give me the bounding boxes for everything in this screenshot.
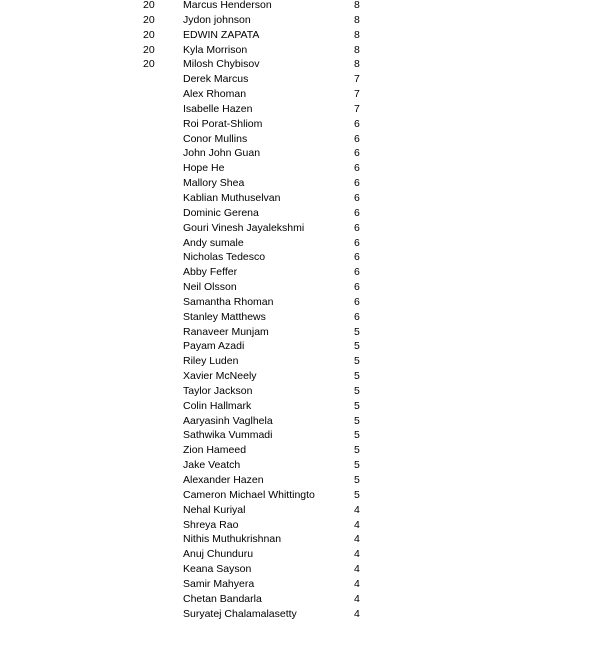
name-cell: Abby Feffer <box>183 266 238 279</box>
score-cell: 4 <box>354 503 360 516</box>
score-cell: 6 <box>354 191 360 204</box>
name-cell: Colin Hallmark <box>183 399 252 412</box>
table-row <box>0 339 600 354</box>
score-cell: 5 <box>354 325 360 338</box>
name-cell: Samir Mahyera <box>183 577 255 590</box>
score-cell: 6 <box>354 147 360 160</box>
score-cell: 5 <box>354 414 360 427</box>
score-cell: 6 <box>354 281 360 294</box>
name-cell: Kyla Morrison <box>183 43 248 56</box>
score-cell: 8 <box>354 13 360 26</box>
score-cell: 6 <box>354 221 360 234</box>
table-row <box>0 443 600 458</box>
name-cell: Dominic Gerena <box>183 206 259 219</box>
rank-cell: 20 <box>143 58 155 71</box>
score-cell: 6 <box>354 236 360 249</box>
name-cell: Marcus Henderson <box>183 0 272 11</box>
name-cell: Riley Luden <box>183 355 239 368</box>
score-cell: 4 <box>354 548 360 561</box>
table-row <box>0 57 600 72</box>
score-cell: 6 <box>354 266 360 279</box>
table-row <box>0 458 600 473</box>
table-row <box>0 325 600 340</box>
table-row <box>0 473 600 488</box>
name-cell: Mallory Shea <box>183 177 245 190</box>
table-row <box>0 562 600 577</box>
name-cell: Cameron Michael Whittingto <box>183 488 315 501</box>
score-cell: 6 <box>354 295 360 308</box>
table-row <box>0 72 600 87</box>
score-cell: 7 <box>354 102 360 115</box>
table-row <box>0 592 600 607</box>
table-row <box>0 428 600 443</box>
table-row <box>0 265 600 280</box>
score-cell: 8 <box>354 43 360 56</box>
name-cell: Taylor Jackson <box>183 384 253 397</box>
name-cell: Andy sumale <box>183 236 244 249</box>
name-cell: Suryatej Chalamalasetty <box>183 607 297 620</box>
table-row <box>0 87 600 102</box>
name-cell: Ranaveer Munjam <box>183 325 269 338</box>
table-row <box>0 161 600 176</box>
score-cell: 6 <box>354 251 360 264</box>
name-cell: Milosh Chybisov <box>183 58 260 71</box>
rank-cell: 20 <box>143 13 155 26</box>
name-cell: Xavier McNeely <box>183 370 257 383</box>
table-row <box>0 250 600 265</box>
score-cell: 6 <box>354 132 360 145</box>
name-cell: Chetan Bandarla <box>183 592 262 605</box>
score-cell: 4 <box>354 518 360 531</box>
score-cell: 5 <box>354 340 360 353</box>
table-row <box>0 310 600 325</box>
table-row <box>0 547 600 562</box>
name-cell: Stanley Matthews <box>183 310 266 323</box>
table-row <box>0 532 600 547</box>
table-row <box>0 132 600 147</box>
score-cell: 6 <box>354 310 360 323</box>
name-cell: Isabelle Hazen <box>183 102 253 115</box>
score-cell: 5 <box>354 488 360 501</box>
name-cell: Hope He <box>183 162 225 175</box>
rank-cell: 20 <box>143 43 155 56</box>
table-row <box>0 354 600 369</box>
score-cell: 5 <box>354 474 360 486</box>
name-cell: John John Guan <box>183 147 261 160</box>
name-cell: Zion Hameed <box>183 444 247 457</box>
table-row <box>0 43 600 58</box>
table-row <box>0 384 600 399</box>
name-cell: Samantha Rhoman <box>183 295 274 308</box>
table-row <box>0 236 600 251</box>
table-row <box>0 295 600 310</box>
table-row <box>0 399 600 414</box>
score-cell: 6 <box>354 162 360 175</box>
table-row <box>0 0 600 13</box>
name-cell: Sathwika Vummadi <box>183 429 273 442</box>
name-cell: Nithis Muthukrishnan <box>183 533 282 546</box>
table-row <box>0 577 600 592</box>
table-row <box>0 607 600 622</box>
name-cell: Kablian Muthuselvan <box>183 191 281 204</box>
table-row <box>0 206 600 221</box>
name-cell: Derek Marcus <box>183 73 249 86</box>
score-cell: 7 <box>354 88 360 101</box>
score-cell: 6 <box>354 177 360 190</box>
rank-cell: 20 <box>143 0 155 11</box>
table-row <box>0 176 600 191</box>
table-row <box>0 488 600 503</box>
name-cell: Neil Olsson <box>183 281 237 294</box>
table-row <box>0 28 600 43</box>
score-cell: 5 <box>354 429 360 442</box>
score-cell: 5 <box>354 399 360 412</box>
name-cell: Alexander Hazen <box>183 474 264 486</box>
rank-cell: 20 <box>143 28 155 41</box>
score-cell: 5 <box>354 355 360 368</box>
name-cell: Nicholas Tedesco <box>183 251 266 264</box>
name-cell: Alex Rhoman <box>183 88 247 101</box>
score-cell: 8 <box>354 58 360 71</box>
score-cell: 6 <box>354 206 360 219</box>
name-cell: Nehal Kuriyal <box>183 503 246 516</box>
table-row <box>0 369 600 384</box>
name-cell: Gouri Vinesh Jayalekshmi <box>183 221 305 234</box>
score-cell: 5 <box>354 459 360 472</box>
score-cell: 8 <box>354 28 360 41</box>
name-cell: EDWIN ZAPATA <box>183 28 260 41</box>
table-row <box>0 13 600 28</box>
table-row <box>0 221 600 236</box>
table-row <box>0 102 600 117</box>
score-cell: 6 <box>354 117 360 130</box>
score-cell: 5 <box>354 384 360 397</box>
score-cell: 4 <box>354 533 360 546</box>
name-cell: Payam Azadi <box>183 340 245 353</box>
score-cell: 4 <box>354 563 360 576</box>
table-row <box>0 414 600 429</box>
name-cell: Anuj Chunduru <box>183 548 254 561</box>
name-cell: Keana Sayson <box>183 563 252 576</box>
score-cell: 8 <box>354 0 360 11</box>
name-cell: Jake Veatch <box>183 459 241 472</box>
table-row <box>0 518 600 533</box>
name-cell: Aaryasinh Vaglhela <box>183 414 273 427</box>
score-cell: 4 <box>354 592 360 605</box>
score-cell: 4 <box>354 577 360 590</box>
table-row <box>0 280 600 295</box>
score-cell: 4 <box>354 607 360 620</box>
name-cell: Shreya Rao <box>183 518 239 531</box>
table-row <box>0 146 600 161</box>
table-row <box>0 503 600 518</box>
name-cell: Jydon johnson <box>183 13 251 26</box>
name-cell: Roi Porat-Shliom <box>183 117 263 130</box>
score-cell: 5 <box>354 370 360 383</box>
score-cell: 7 <box>354 73 360 86</box>
score-cell: 5 <box>354 444 360 457</box>
table-row <box>0 191 600 206</box>
name-cell: Conor Mullins <box>183 132 248 145</box>
table-row <box>0 117 600 132</box>
